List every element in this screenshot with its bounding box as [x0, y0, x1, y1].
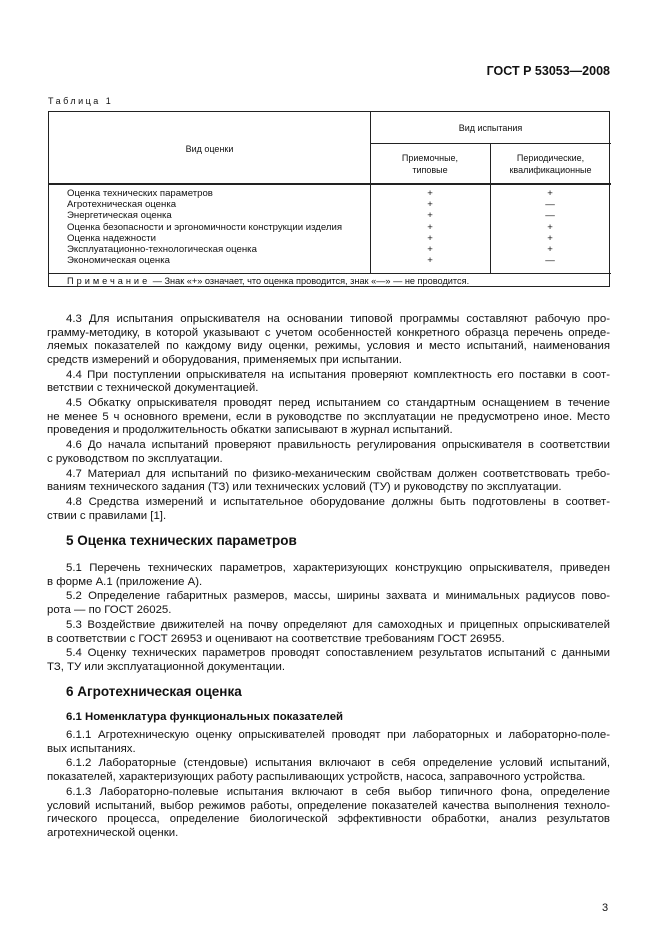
subheader-line: Приемочные, — [401, 153, 459, 163]
subheader-line: Периодические, — [516, 153, 585, 163]
paragraph — [47, 397, 610, 438]
paragraph-line: 5.1 Перечень технических параметров, характеризующих конструкцию опрыскивателя, приведен — [66, 562, 610, 574]
table-cell-acceptance: + — [427, 210, 433, 222]
paragraph — [47, 729, 610, 756]
table-cell-periodic: + — [547, 188, 553, 199]
table-row-label: Оценка технических параметров — [67, 188, 213, 199]
subheader-acceptance — [370, 152, 490, 176]
table-cell-periodic: + — [547, 232, 553, 244]
page-number: 3 — [602, 902, 609, 914]
header-bottom-rule — [49, 183, 611, 185]
table-cell-acceptance: + — [427, 221, 433, 233]
paragraph-line: ствии с правилами [1]. — [47, 509, 167, 522]
section-5-heading: 5 Оценка технических параметров — [66, 533, 297, 548]
section-4-body — [47, 313, 610, 525]
table-cell-periodic: — — [545, 255, 555, 267]
table-caption: Таблица 1 — [48, 96, 114, 106]
table-cell-acceptance: + — [427, 255, 433, 267]
paragraph-line: 4.7 Материал для испытаний по физико-механическим свойствам должен соответствовать требо- — [66, 467, 610, 480]
paragraph — [47, 757, 610, 784]
paragraph-line: 4.4 При поступлении опрыскивателя на испытания проверяют комплектность его поставки в соот- — [66, 368, 610, 381]
paragraph-line: 4.8 Средства измерений и испытательное оборудование должны быть подготовлены в соответ- — [66, 496, 610, 509]
paragraph-line: агротехнической оценки. — [47, 826, 179, 839]
paragraph-line: ТЗ, ТУ или эксплуатационной документации. — [47, 661, 286, 674]
note-divider — [49, 273, 611, 274]
paragraph — [47, 647, 610, 674]
paragraph-line: не менее 5 ч основного времени, если в руководстве по эксплуатации не предусмотрено иное. Место — [47, 410, 610, 423]
table-row-label: Экономическая оценка — [67, 255, 170, 267]
paragraph — [47, 562, 610, 589]
paragraph — [47, 439, 610, 466]
table-cell-acceptance: + — [427, 244, 433, 255]
column-divider — [370, 112, 371, 274]
table-row-label: Эксплуатационно-технологическая оценка — [67, 244, 257, 255]
section-6-body — [47, 729, 610, 842]
table-cell-acceptance: + — [427, 232, 433, 244]
paragraph-line: средств измерений и оборудования, применяемых при испытании. — [47, 353, 402, 366]
paragraph-line: 6.1.2 Лабораторные (стендовые) испытания включают в себя определение условий испытаний, — [66, 757, 610, 770]
column-header-eval: Вид оценки — [185, 144, 234, 154]
paragraph-line: с руководством по эксплуатации. — [47, 452, 223, 465]
paragraph-line: 4.3 Для испытания опрыскивателя на основании типовой программы составляют рабочую про- — [66, 313, 610, 325]
paragraph — [47, 496, 610, 523]
subheader-line: типовые — [412, 165, 448, 175]
table-cell-periodic: + — [547, 221, 553, 233]
header-divider — [370, 143, 611, 144]
paragraph-line: 6.1.3 Лабораторно-полевые испытания включают в себя выбор типичного фона, определение — [66, 785, 610, 798]
evaluation-table — [48, 111, 610, 287]
table-row-label: Оценка безопасности и эргономичности конструкции изделия — [67, 221, 343, 233]
paragraph-line: грамму-методику, в которой указывают с учетом особенностей конкретного образца перечень опреде- — [47, 326, 610, 339]
paragraph-line: 6.1.1 Агротехническую оценку опрыскивателей проводят при лабораторных и лабораторно-поле- — [66, 729, 610, 741]
table-cell-periodic: — — [545, 199, 555, 211]
table-cell-acceptance: + — [427, 188, 433, 199]
paragraph-line: 5.3 Воздействие движителей на почву определяют для самоходных и прицепных опрыскивателей — [66, 618, 610, 631]
document-id: ГОСТ Р 53053—2008 — [486, 64, 610, 78]
paragraph-line: 4.5 Обкатку опрыскивателя проводят перед испытанием со стандартным оснащением в течение — [66, 397, 610, 410]
paragraph-line: 4.6 До начала испытаний проверяют правильность регулирования опрыскивателя в соответствии — [66, 439, 610, 452]
table-note — [67, 276, 469, 287]
paragraph-line: ляемых показателей по каждому виду оценки, режимы, условия и место испытаний, наименования — [47, 340, 610, 353]
paragraph-line: ваниям технического задания (ТЗ) или технических условий (ТУ) и руководству по эксплуатации. — [47, 481, 562, 494]
paragraph-line: 5.2 Определение габаритных размеров, массы, ширины захвата и минимальных радиусов пово- — [66, 590, 610, 603]
subheader-line: квалификационные — [509, 165, 592, 175]
note-text: — Знак «+» означает, что оценка проводится, знак «—» — не проводится. — [150, 276, 470, 286]
paragraph — [47, 786, 610, 840]
column-header-test: Вид испытания — [458, 123, 523, 133]
paragraph — [47, 313, 610, 367]
table-row-label: Оценка надежности — [67, 232, 156, 244]
subheader-periodic — [490, 152, 611, 176]
section-6-1-heading: 6.1 Номенклатура функциональных показателей — [66, 711, 344, 723]
table-cell-periodic: — — [545, 210, 555, 222]
table-row-label: Агротехническая оценка — [67, 199, 177, 211]
paragraph-line: 5.4 Оценку технических параметров проводят сопоставлением результатов испытаний с данными — [66, 647, 610, 660]
paragraph-line: в соответствии с ГОСТ 26953 и оценивают на соответствие требованиям ГОСТ 26955. — [47, 632, 505, 645]
paragraph — [47, 590, 610, 617]
paragraph — [47, 468, 610, 495]
paragraph-line: условий испытаний, выбор режимов работы, определение показателей качества выполнения техноло- — [47, 799, 610, 812]
paragraph-line: ветствии с технической документацией. — [47, 382, 259, 395]
paragraph-line: рота — по ГОСТ 26025. — [47, 604, 172, 617]
paragraph-line: гического процесса, определение биологической эффективности обработки, анализ результатов — [47, 813, 610, 826]
paragraph-line: вых испытаниях. — [47, 742, 136, 755]
paragraph — [47, 619, 610, 646]
table-cell-periodic: + — [547, 244, 553, 255]
section-6-heading: 6 Агротехническая оценка — [66, 684, 242, 699]
paragraph-line: показателей, характеризующих работу распыливающих устройств, насоса, заправочного устройства. — [47, 771, 586, 784]
paragraph-line: в форме А.1 (приложение А). — [47, 575, 203, 588]
section-5-body — [47, 562, 610, 676]
note-label: Примечание — [67, 276, 151, 286]
table-row-label: Энергетическая оценка — [67, 210, 172, 222]
table-cell-acceptance: + — [427, 199, 433, 211]
paragraph-line: проведения и продолжительность обкатки записывают в журнал испытаний. — [47, 424, 453, 437]
paragraph — [47, 369, 610, 396]
